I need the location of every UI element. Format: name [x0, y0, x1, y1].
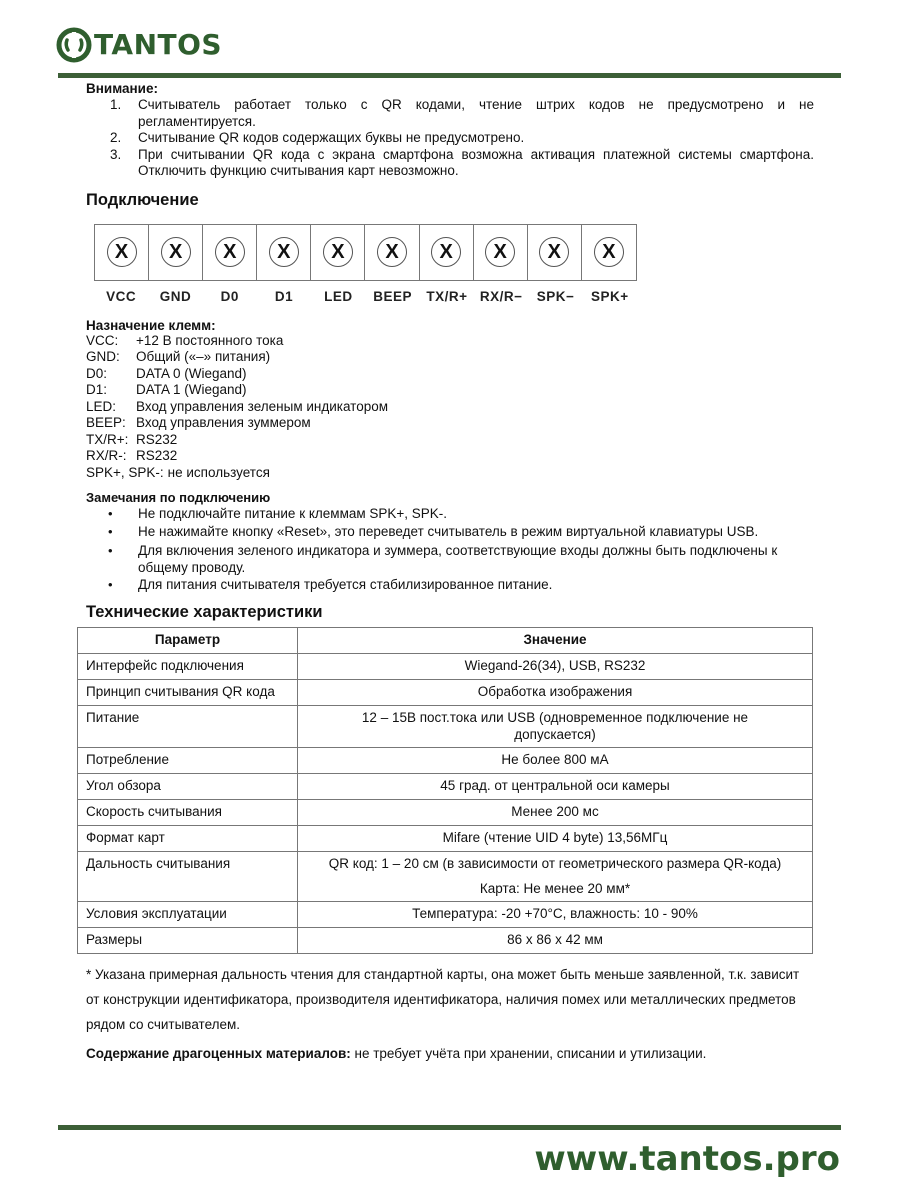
value-cell: Менее 200 мс [298, 800, 813, 826]
pin-row [86, 382, 814, 399]
screw-terminal-icon: X [323, 237, 353, 267]
terminal-label: SPK+ [590, 288, 629, 304]
terminal-label: VCC [106, 288, 137, 304]
value-cell: 86 x 86 x 42 мм [298, 928, 813, 954]
terminal-slot [203, 225, 257, 280]
specs-heading: Технические характеристики [86, 602, 323, 621]
brand-name: TANTOS [94, 28, 223, 61]
note-item [108, 506, 814, 523]
value-cell: Не более 800 мА [298, 748, 813, 774]
connection-heading: Подключение [86, 190, 199, 209]
terminal-label: D0 [220, 288, 239, 304]
terminal-slot [311, 225, 365, 280]
pin-value: не используется [167, 464, 270, 480]
precious-text: не требует учёта при хранении, списании и утилизации. [350, 1046, 707, 1061]
value-cell: 45 град. от центральной оси камеры [298, 774, 813, 800]
table-row [78, 680, 813, 706]
value-cell: Mifare (чтение UID 4 byte) 13,56МГц [298, 826, 813, 852]
specs-table [77, 627, 813, 954]
pin-value: RS232 [136, 431, 178, 447]
terminal-label: SPK− [536, 288, 575, 304]
bullet-icon: • [108, 506, 113, 521]
bullet-icon: • [108, 523, 113, 539]
pin-value: DATA 0 (Wiegand) [136, 365, 247, 381]
param-cell: Условия эксплуатации [78, 902, 298, 928]
value-cell: Обработка изображения [298, 680, 813, 706]
notes-heading: Замечания по подключению [86, 490, 271, 505]
attention-number: 3. [110, 146, 122, 162]
bullet-icon: • [108, 543, 113, 558]
note-text: Не подключайте питание к клеммам SPK+, SPK-. [138, 506, 448, 521]
screw-terminal-icon: X [539, 237, 569, 267]
table-row [78, 852, 813, 902]
attention-item [110, 97, 814, 130]
note-item [108, 543, 814, 576]
param-cell: Дальность считывания [78, 852, 298, 902]
screw-terminal-icon: X [107, 237, 137, 267]
pin-key: LED: [86, 398, 117, 414]
param-cell: Интерфейс подключения [78, 654, 298, 680]
attention-number: 1. [110, 97, 122, 112]
terminal-label: TX/R+ [426, 288, 468, 304]
terminal-slot [420, 225, 474, 280]
pin-key: D0: [86, 365, 108, 381]
attention-list [110, 97, 814, 180]
terminal-slot [365, 225, 419, 280]
note-text: Для включения зеленого индикатора и зуммера, соответствующие входы должны быть подключены к общему проводу. [138, 543, 778, 575]
value-line: Карта: Не менее 20 мм* [479, 880, 631, 896]
pin-key: D1: [86, 382, 108, 397]
terminal-slot [257, 225, 311, 280]
table-row [78, 800, 813, 826]
terminal-label: RX/R− [479, 288, 523, 304]
website-link[interactable]: www.tantos.pro [534, 1139, 840, 1179]
pin-value: Вход управления зуммером [136, 415, 311, 430]
terminal-label: GND [159, 288, 192, 304]
param-cell: Угол обзора [78, 774, 298, 800]
column-header-value: Значение [298, 628, 813, 654]
pin-value: +12 В постоянного тока [136, 332, 284, 348]
value-cell [298, 706, 813, 748]
pin-key: VCC: [86, 332, 119, 348]
pin-row [86, 333, 814, 350]
note-item [108, 577, 814, 594]
pin-key: SPK+, SPK-: [86, 464, 164, 480]
note-text: Не нажимайте кнопку «Reset», это переведет считыватель в режим виртуальной клавиатуры USB. [138, 523, 759, 539]
header-divider [58, 73, 841, 78]
tantos-logo-icon [56, 27, 92, 63]
screw-terminal-icon: X [431, 237, 461, 267]
pin-key: BEEP: [86, 415, 126, 430]
pin-key: RX/R-: [86, 448, 127, 463]
table-row [78, 774, 813, 800]
table-row [78, 654, 813, 680]
table-row [78, 706, 813, 748]
column-header-parameter: Параметр [78, 628, 298, 654]
attention-number: 2. [110, 130, 122, 145]
terminal-slot [95, 225, 149, 280]
screw-terminal-icon: X [215, 237, 245, 267]
table-row [78, 928, 813, 954]
pins-heading: Назначение клемм: [86, 317, 216, 333]
pin-row [86, 432, 814, 449]
terminal-labels [94, 289, 637, 304]
param-cell: Размеры [78, 928, 298, 954]
value-line: QR код: 1 – 20 см (в зависимости от геометрического размера QR-кода) [328, 856, 782, 871]
pin-key: GND: [86, 349, 120, 364]
precious-label: Содержание драгоценных материалов: [86, 1046, 351, 1061]
table-header-row [78, 628, 813, 654]
param-cell: Формат карт [78, 826, 298, 852]
table-row [78, 748, 813, 774]
value-cell: Температура: -20 +70°C, влажность: 10 - 90% [298, 902, 813, 928]
value-cell: Wiegand-26(34), USB, RS232 [298, 654, 813, 680]
pin-row [86, 366, 814, 383]
attention-text: Считывание QR кодов содержащих буквы не предусмотрено. [138, 130, 525, 145]
param-cell: Принцип считывания QR кода [78, 680, 298, 706]
terminal-label: BEEP [373, 288, 413, 304]
pin-row [86, 465, 814, 482]
terminal-block-diagram [94, 224, 637, 281]
terminal-label: LED [324, 288, 353, 304]
terminal-label: D1 [274, 288, 294, 304]
note-item [108, 524, 814, 541]
attention-text: При считывании QR кода с экрана смартфона возможна активация платежной системы смартфона. Отключить функцию считывания карт невозможно. [138, 146, 814, 178]
screw-terminal-icon: X [269, 237, 299, 267]
pin-value: DATA 1 (Wiegand) [136, 382, 247, 397]
pin-value: Общий («–» питания) [136, 349, 271, 364]
footnote: * Указана примерная дальность чтения для стандартной карты, она может быть меньше заявленной, т.к. зависит от конструкции идентификатора, производителя идентификатора, наличия помех или металлических предметов рядом со считывателем. [86, 967, 800, 1032]
attention-item [110, 147, 814, 180]
value-cell [298, 852, 813, 902]
screw-terminal-icon: X [377, 237, 407, 267]
param-cell: Скорость считывания [78, 800, 298, 826]
terminal-slot [582, 225, 636, 280]
param-cell: Потребление [78, 748, 298, 774]
attention-title: Внимание: [86, 81, 158, 96]
notes-list [108, 506, 814, 594]
pin-row [86, 349, 814, 366]
terminal-slot [474, 225, 528, 280]
brand-logo [56, 27, 222, 63]
pin-value: Вход управления зеленым индикатором [136, 398, 389, 414]
attention-text: Считыватель работает только с QR кодами, чтение штрих кодов не предусмотрено и не регламентируется. [138, 97, 814, 129]
terminal-slot [528, 225, 582, 280]
pin-row [86, 399, 814, 416]
screw-terminal-icon: X [594, 237, 624, 267]
terminal-slot [149, 225, 203, 280]
value-text: 12 – 15В пост.тока или USB (одновременное подключение не допускается) [361, 710, 749, 742]
screw-terminal-icon: X [161, 237, 191, 267]
table-row [78, 826, 813, 852]
document-body [86, 80, 814, 622]
pin-key: TX/R+: [86, 431, 129, 447]
note-text: Для питания считывателя требуется стабилизированное питание. [138, 577, 553, 592]
table-row [78, 902, 813, 928]
screw-terminal-icon: X [485, 237, 515, 267]
attention-item [110, 130, 814, 147]
bullet-icon: • [108, 577, 113, 592]
footer-divider [58, 1125, 841, 1130]
pin-value: RS232 [136, 448, 178, 463]
precious-materials-note [86, 1045, 706, 1062]
param-cell: Питание [78, 706, 298, 748]
pin-row [86, 448, 814, 465]
pin-row [86, 415, 814, 432]
